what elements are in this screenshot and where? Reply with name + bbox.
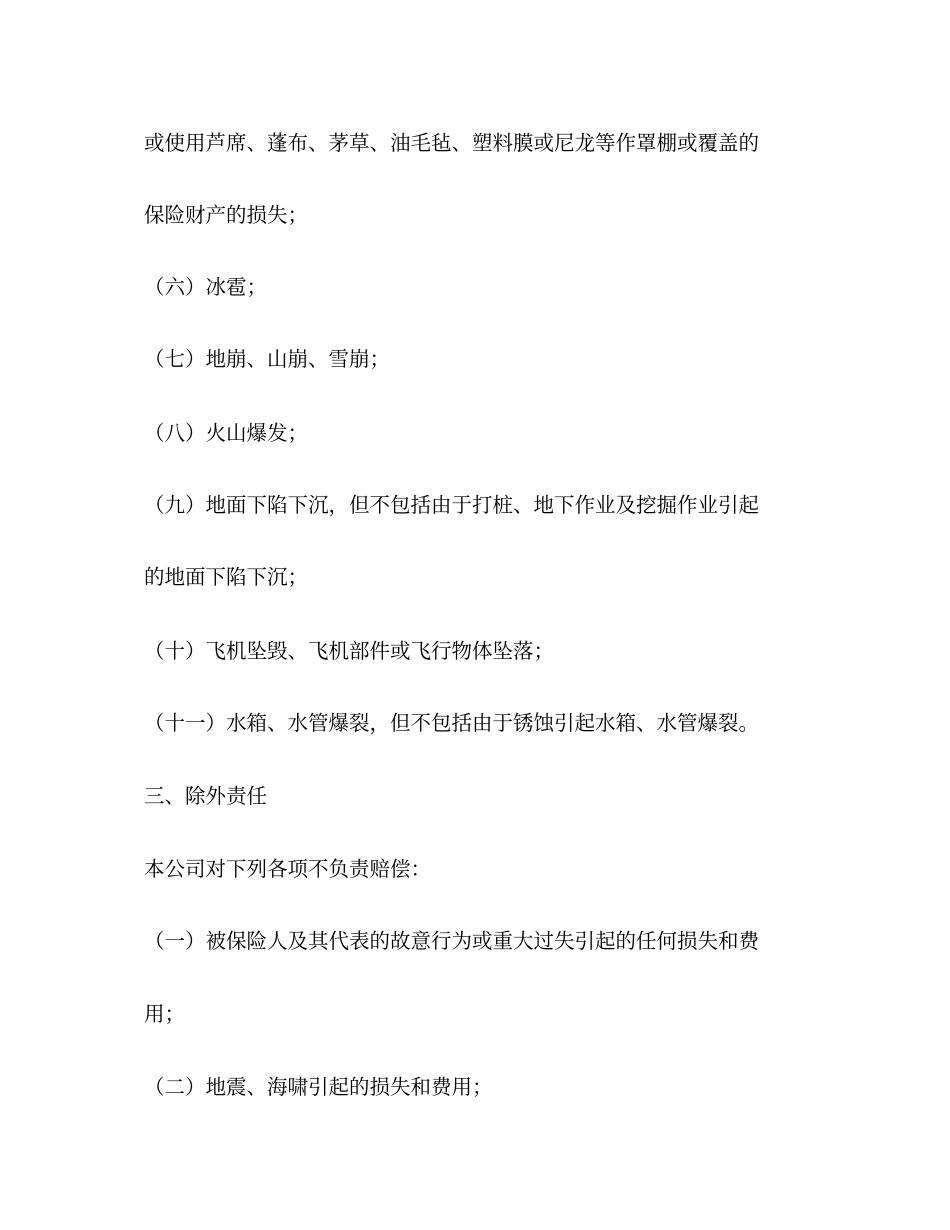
list-item-hail: （六）冰雹； (144, 275, 267, 299)
list-item-intentional: （一）被保险人及其代表的故意行为或重大过失引起的任何损失和费 (144, 929, 759, 953)
body-text-line: 的地面下陷下沉； (144, 565, 308, 589)
list-item-earthquake: （二）地震、海啸引起的损失和费用； (144, 1075, 493, 1099)
body-text-line: 用； (144, 1002, 185, 1026)
list-item-volcano: （八）火山爆发； (144, 421, 308, 445)
list-item-aircraft: （十）飞机坠毁、飞机部件或飞行物体坠落； (144, 639, 554, 663)
body-text-line: 本公司对下列各项不负责赔偿： (144, 857, 431, 881)
list-item-landslide: （七）地崩、山崩、雪崩； (144, 347, 390, 371)
list-item-subsidence: （九）地面下陷下沉，但不包括由于打桩、地下作业及挖掘作业引起 (144, 493, 759, 517)
body-text-line: 或使用芦席、蓬布、茅草、油毛毡、塑料膜或尼龙等作罩棚或覆盖的 (144, 131, 759, 155)
section-heading-exclusions: 三、除外责任 (144, 784, 267, 808)
body-text-line: 保险财产的损失； (144, 203, 308, 227)
list-item-water-tank: （十一）水箱、水管爆裂，但不包括由于锈蚀引起水箱、水管爆裂。 (144, 711, 759, 735)
